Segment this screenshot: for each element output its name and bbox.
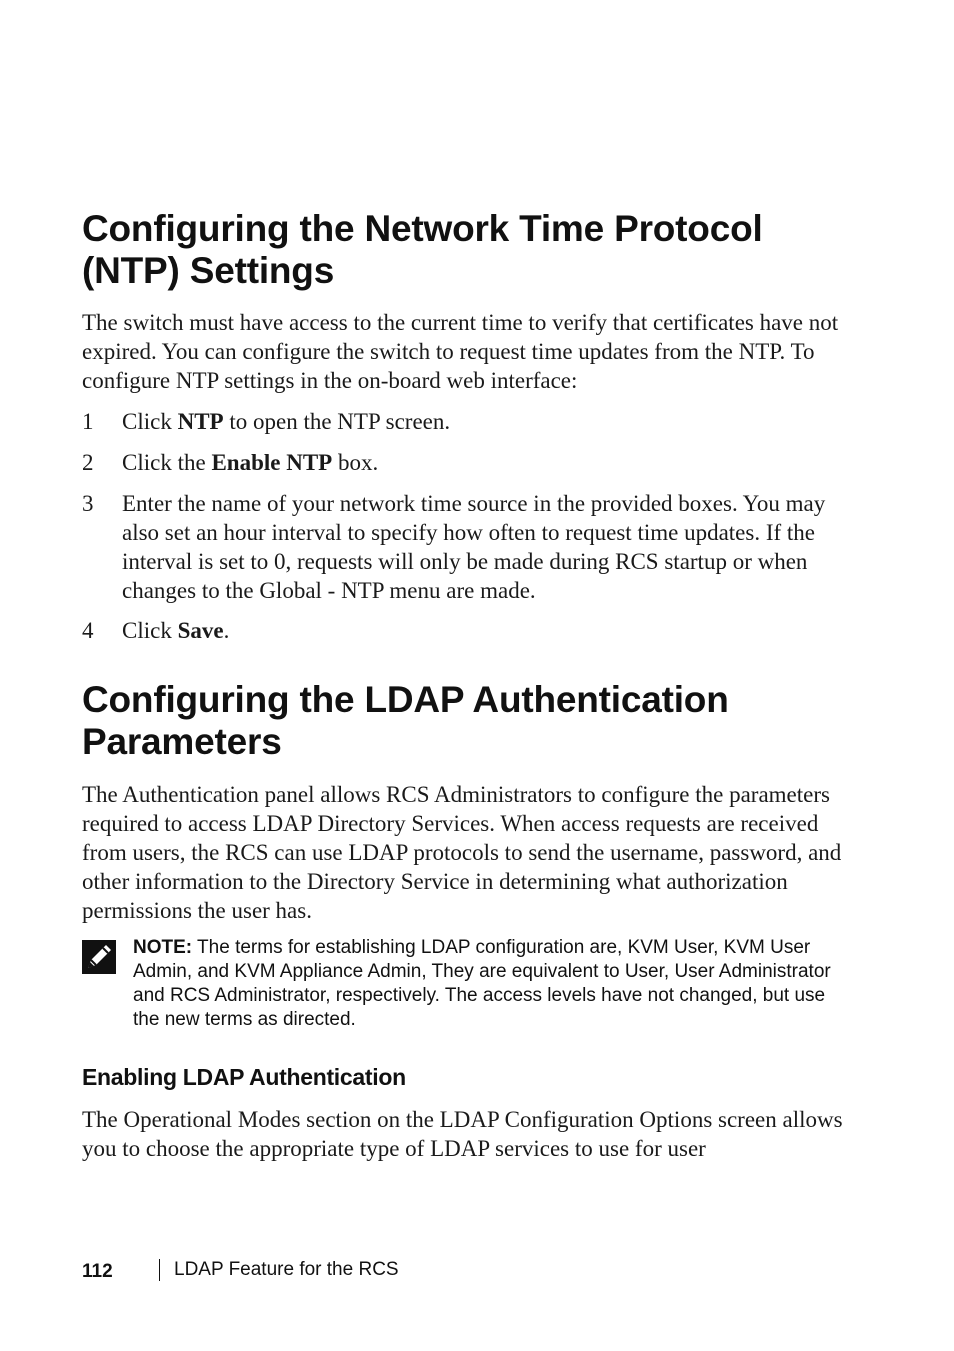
heading-enabling-ldap: Enabling LDAP Authentication [82,1064,406,1090]
step-text: Enter the name of your network time source in the provided boxes. You may also set an hour interval to specify how often to request time updates. If the interval is set to 0, requests will only be made during RCS startup or when changes to the Global - NTP menu are made. [122,491,826,603]
step-text: Click the Enable NTP box. [122,450,379,475]
ntp-intro-paragraph: The switch must have access to the current time to verify that certificates have not expired. You can configure the switch to request time updates from the NTP. To configure NTP settings in the on-board web interface: [82,310,839,393]
heading-ntp-settings: Configuring the Network Time Protocol (NTP) Settings [82,208,763,291]
ldap-intro-paragraph: The Authentication panel allows RCS Administrators to configure the parameters required to access LDAP Directory Services. When access requests are received from users, the RCS can use LDAP protocols to send the username, password, and other information to the Directory Service in determining what authorization permissions the user has. [82,782,842,923]
note-text: NOTE: The terms for establishing LDAP configuration are, KVM User, KVM User Admin, and KVM Appliance Admin, They are equivalent to User, User Administrator and RCS Administrator, respectively. The access levels have not changed, but use the new terms as directed. [133,937,831,1030]
step-4 [82,616,852,645]
step-1 [82,407,852,436]
page-number: 112 [82,1261,113,1282]
note-pencil-icon [82,940,116,974]
step-text: Click Save. [122,618,230,643]
page-footer [82,1257,582,1285]
step-number: 3 [82,491,94,516]
step-3 [82,489,852,605]
footer-divider [159,1259,160,1281]
heading-ldap-parameters: Configuring the LDAP Authentication Parameters [82,679,729,762]
enable-ldap-paragraph: The Operational Modes section on the LDAP Configuration Options screen allows you to choose the appropriate type of LDAP services to use for user [82,1107,843,1161]
step-2 [82,448,852,477]
step-number: 2 [82,450,94,475]
step-text: Click NTP to open the NTP screen. [122,409,451,434]
step-number: 4 [82,618,94,643]
step-number: 1 [82,409,94,434]
footer-chapter-title: LDAP Feature for the RCS [174,1259,399,1280]
note-label: NOTE: [133,937,193,958]
